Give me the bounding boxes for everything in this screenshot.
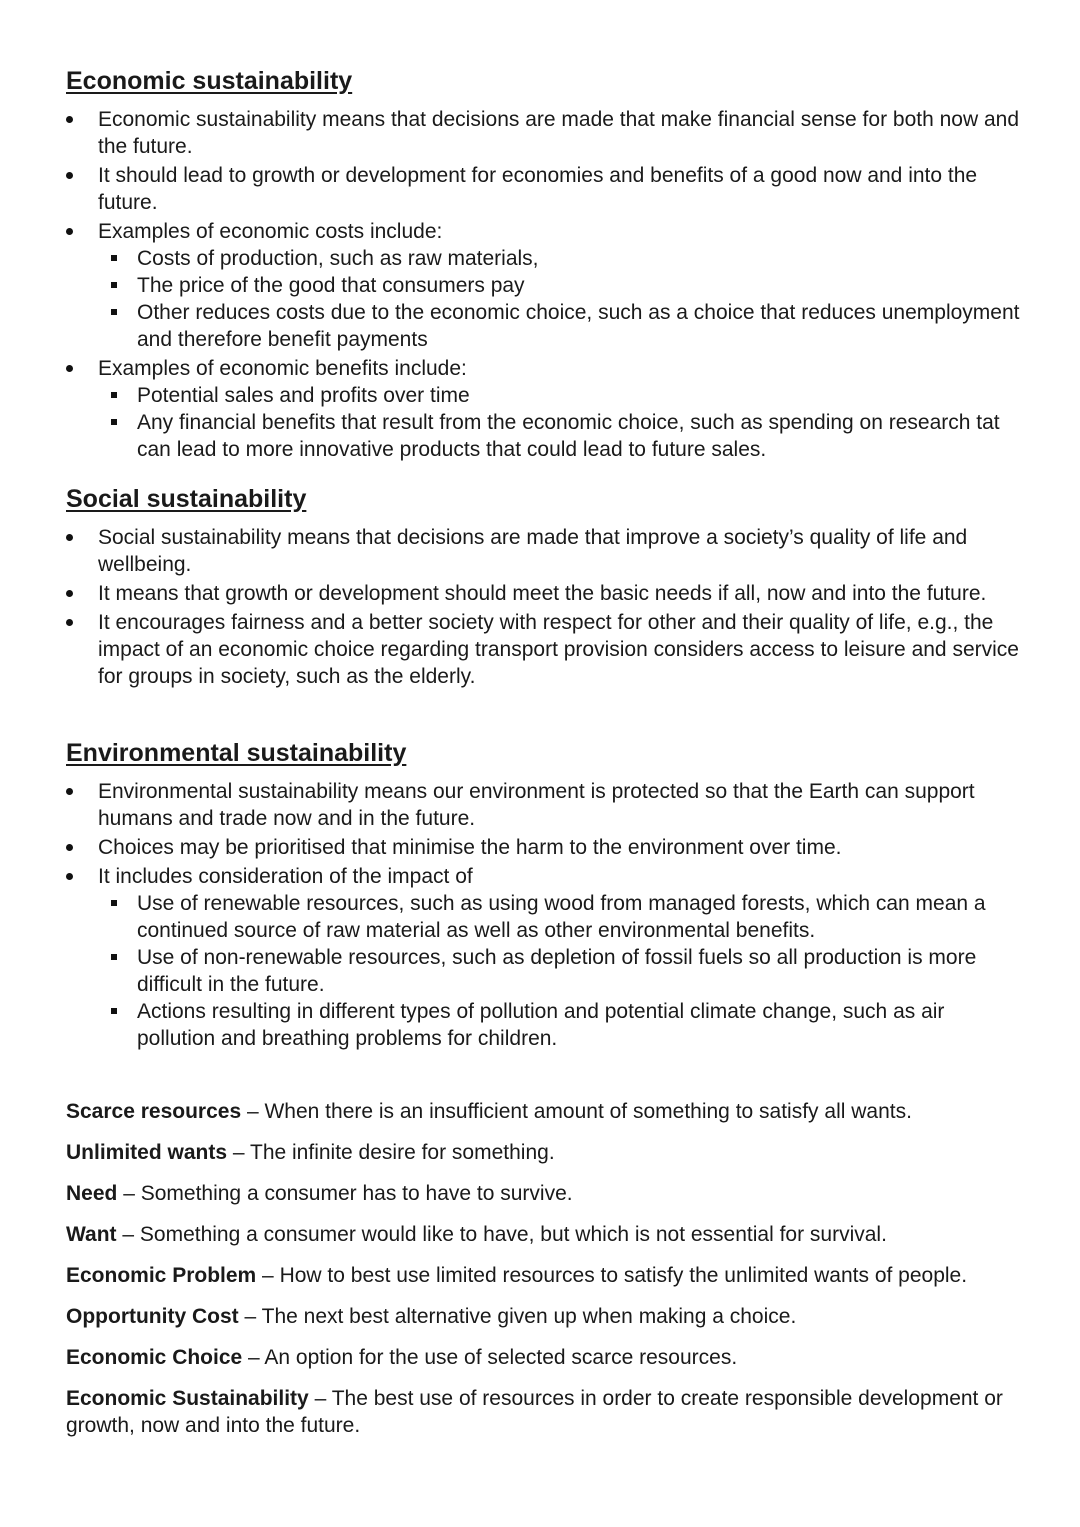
bullet-item: Social sustainability means that decisions are made that improve a society’s quality of life and wellbeing. [66,524,1026,578]
bullet-item: It includes consideration of the impact of Use of renewable resources, such as using wood from managed forests, which can mean a continued source of raw material as well as other environmental benefits. Use of non-renewable resources, such as depletion of fossil fuels so all production is more difficult in the future. Actions resulting in different types of pollution and potential climate change, such as air pollution and breathing problems for children. [66,863,1026,1052]
definition-term: Economic Sustainability [66,1387,309,1410]
bullet-item: Examples of economic benefits include: Potential sales and profits over time Any financial benefits that result from the economic choice, such as spending on research tat can lead to more innovative products that could lead to future sales. [66,355,1026,463]
definition-item [66,1139,1026,1166]
sub-bullet-item: Use of non-renewable resources, such as depletion of fossil fuels so all production is more difficult in the future. [98,944,1026,998]
sub-bullet-item: Use of renewable resources, such as using wood from managed forests, which can mean a continued source of raw material as well as other environmental benefits. [98,890,1026,944]
bullet-item: It should lead to growth or development for economies and benefits of a good now and into the future. [66,162,1026,216]
definition-item [66,1098,1026,1125]
bullet-item: It encourages fairness and a better society with respect for other and their quality of life, e.g., the impact of an economic choice regarding transport provision considers access to leisure and service for groups in society, such as the elderly. [66,609,1026,690]
sub-bullet-list [98,245,1026,353]
sub-bullet-item: The price of the good that consumers pay [98,272,1026,299]
section-title: Environmental sustainability [66,739,407,767]
sub-bullet-item: Costs of production, such as raw materials, [98,245,1026,272]
sub-bullet-item: Potential sales and profits over time [98,382,1026,409]
bullet-item: Choices may be prioritised that minimise the harm to the environment over time. [66,834,1026,861]
bullet-item: It means that growth or development should meet the basic needs if all, now and into the future. [66,580,1026,607]
definition-term: Opportunity Cost [66,1305,239,1328]
definition-desc: – How to best use limited resources to satisfy the unlimited wants of people. [256,1264,968,1287]
section-economic [66,66,1026,465]
sub-bullet-item: Actions resulting in different types of pollution and potential climate change, such as air pollution and breathing problems for children. [98,998,1026,1052]
definition-item [66,1303,1026,1330]
bullet-item: Environmental sustainability means our environment is protected so that the Earth can support humans and trade now and in the future. [66,778,1026,832]
definition-term: Unlimited wants [66,1141,228,1164]
definition-desc: – The infinite desire for something. [227,1141,555,1164]
definition-item [66,1180,1026,1207]
section-title: Social sustainability [66,485,307,513]
section-environmental [66,738,1026,1054]
sub-bullet-list [98,382,1026,463]
section-title: Economic sustainability [66,67,353,95]
definition-term: Economic Problem [66,1264,257,1287]
definition-desc: – Something a consumer has to have to survive. [117,1182,573,1205]
sub-bullet-list [98,890,1026,1052]
bullet-list [66,778,1026,1052]
sub-bullet-item: Any financial benefits that result from the economic choice, such as spending on research tat can lead to more innovative products that could lead to future sales. [98,409,1026,463]
sub-bullet-item: Other reduces costs due to the economic choice, such as a choice that reduces unemployment and therefore benefit payments [98,299,1026,353]
definition-desc: – An option for the use of selected scarce resources. [242,1346,738,1369]
definition-term: Need [66,1182,118,1205]
definition-desc: – Something a consumer would like to have, but which is not essential for survival. [116,1223,887,1246]
section-social [66,484,1026,692]
definition-term: Scarce resources [66,1100,242,1123]
definition-desc: – The next best alternative given up when making a choice. [238,1305,797,1328]
bullet-item: Examples of economic costs include: Costs of production, such as raw materials, The price of the good that consumers pay Other reduces costs due to the economic choice, such as a choice that reduces unemployment and therefore benefit payments [66,218,1026,353]
bullet-item: Economic sustainability means that decisions are made that make financial sense for both now and the future. [66,106,1026,160]
definition-item [66,1262,1026,1289]
bullet-list [66,524,1026,690]
definition-term: Economic Choice [66,1346,243,1369]
definition-term: Want [66,1223,117,1246]
definition-desc: – The best use of resources in order to create responsible development or growth, now and into the future. [66,1387,1003,1437]
definition-item [66,1221,1026,1248]
definitions-list [66,1098,1026,1453]
definition-item [66,1385,1026,1439]
bullet-list [66,106,1026,463]
definition-item [66,1344,1026,1371]
definition-desc: – When there is an insufficient amount of something to satisfy all wants. [241,1100,912,1123]
